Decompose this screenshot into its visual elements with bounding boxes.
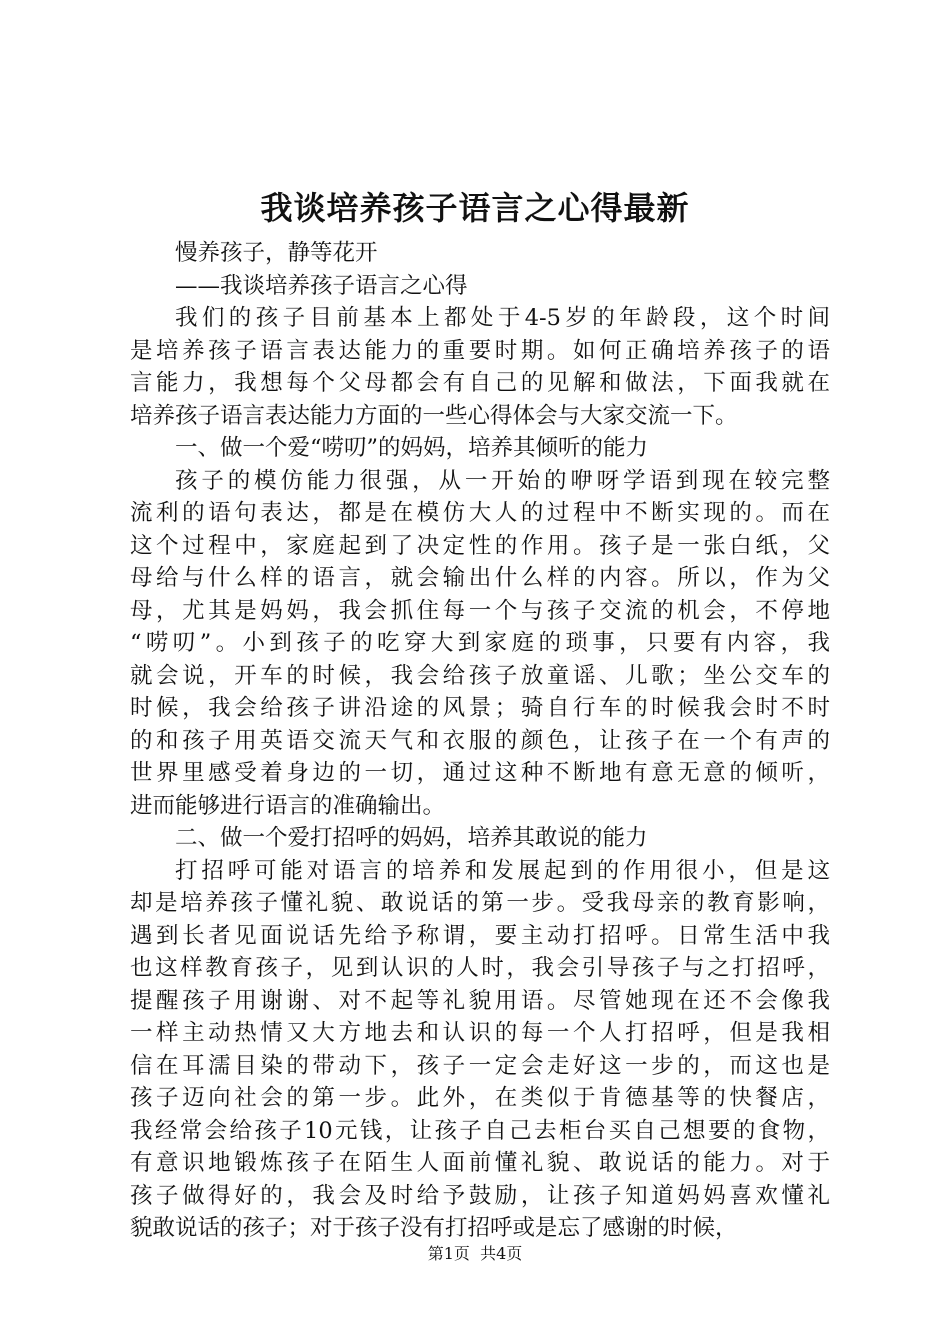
text-line: 提醒孩子用谢谢、对不起等礼貌用语。尽管她现在还不会像我 bbox=[130, 987, 830, 1014]
text-line: 却是培养孩子懂礼貌、敢说话的第一步。受我母亲的教育影响， bbox=[130, 890, 830, 916]
text-line: 貌敢说话的孩子；对于孩子没有打招呼或是忘了感谢的时候， bbox=[130, 1215, 738, 1241]
text-line: 孩子做得好的，我会及时给予鼓励，让孩子知道妈妈喜欢懂礼 bbox=[130, 1182, 830, 1209]
page-footer bbox=[0, 1243, 950, 1265]
text-line: ——我谈培养孩子语言之心得 bbox=[175, 272, 468, 299]
text-line: 我们的孩子目前基本上都处于4-5岁的年龄段，这个时间 bbox=[175, 305, 830, 331]
text-line: 二、做一个爱打招呼的妈妈，培养其敢说的能力 bbox=[175, 825, 648, 851]
text-line: 的和孩子用英语交流天气和衣服的颜色，让孩子在一个有声的 bbox=[130, 727, 830, 754]
text-line: 这个过程中，家庭起到了决定性的作用。孩子是一张白纸，父 bbox=[130, 532, 830, 559]
text-line: 我经常会给孩子10元钱，让孩子自己去柜台买自己想要的食物， bbox=[130, 1117, 830, 1144]
text-line: 流利的语句表达，都是在模仿大人的过程中不断实现的。而在 bbox=[130, 500, 830, 526]
text-line: 是培养孩子语言表达能力的重要时期。如何正确培养孩子的语 bbox=[130, 337, 830, 364]
document-body bbox=[130, 237, 830, 1245]
page-total: 共4页 bbox=[480, 1244, 523, 1263]
text-line: 也这样教育孩子，见到认识的人时，我会引导孩子与之打招呼， bbox=[130, 955, 830, 981]
text-line: 打招呼可能对语言的培养和发展起到的作用很小，但是这 bbox=[175, 857, 830, 884]
document-title: 我谈培养孩子语言之心得最新 bbox=[260, 189, 690, 227]
text-line: 母，尤其是妈妈，我会抓住每一个与孩子交流的机会，不停地 bbox=[130, 597, 830, 624]
text-line: 世界里感受着身边的一切，通过这种不断地有意无意的倾听， bbox=[130, 760, 830, 786]
text-line: 孩子的模仿能力很强，从一开始的咿呀学语到现在较完整 bbox=[175, 467, 830, 494]
text-line: 进而能够进行语言的准确输出。 bbox=[130, 792, 446, 819]
text-line: 慢养孩子，静等花开 bbox=[175, 240, 378, 266]
text-line: 有意识地锻炼孩子在陌生人面前懂礼貌、敢说话的能力。对于 bbox=[130, 1150, 830, 1176]
text-line: “唠叨”。小到孩子的吃穿大到家庭的琐事，只要有内容，我 bbox=[130, 630, 830, 656]
text-line: 信在耳濡目染的带动下，孩子一定会走好这一步的，而这也是 bbox=[130, 1052, 830, 1079]
page-number: 第1页 bbox=[427, 1244, 470, 1263]
text-line: 时候，我会给孩子讲沿途的风景；骑自行车的时候我会时不时 bbox=[130, 695, 830, 721]
text-line: 孩子迈向社会的第一步。此外，在类似于肯德基等的快餐店， bbox=[130, 1085, 830, 1111]
text-line: 言能力，我想每个父母都会有自己的见解和做法，下面我就在 bbox=[130, 370, 830, 396]
text-line: 遇到长者见面说话先给予称谓，要主动打招呼。日常生活中我 bbox=[130, 922, 830, 949]
text-line: 就会说，开车的时候，我会给孩子放童谣、儿歌；坐公交车的 bbox=[130, 662, 830, 689]
text-line: 一、做一个爱“唠叨”的妈妈，培养其倾听的能力 bbox=[175, 435, 649, 461]
text-line: 母给与什么样的语言，就会输出什么样的内容。所以，作为父 bbox=[130, 565, 830, 591]
text-line: 培养孩子语言表达能力方面的一些心得体会与大家交流一下。 bbox=[130, 402, 738, 429]
text-line: 一样主动热情又大方地去和认识的每一个人打招呼，但是我相 bbox=[130, 1020, 830, 1046]
